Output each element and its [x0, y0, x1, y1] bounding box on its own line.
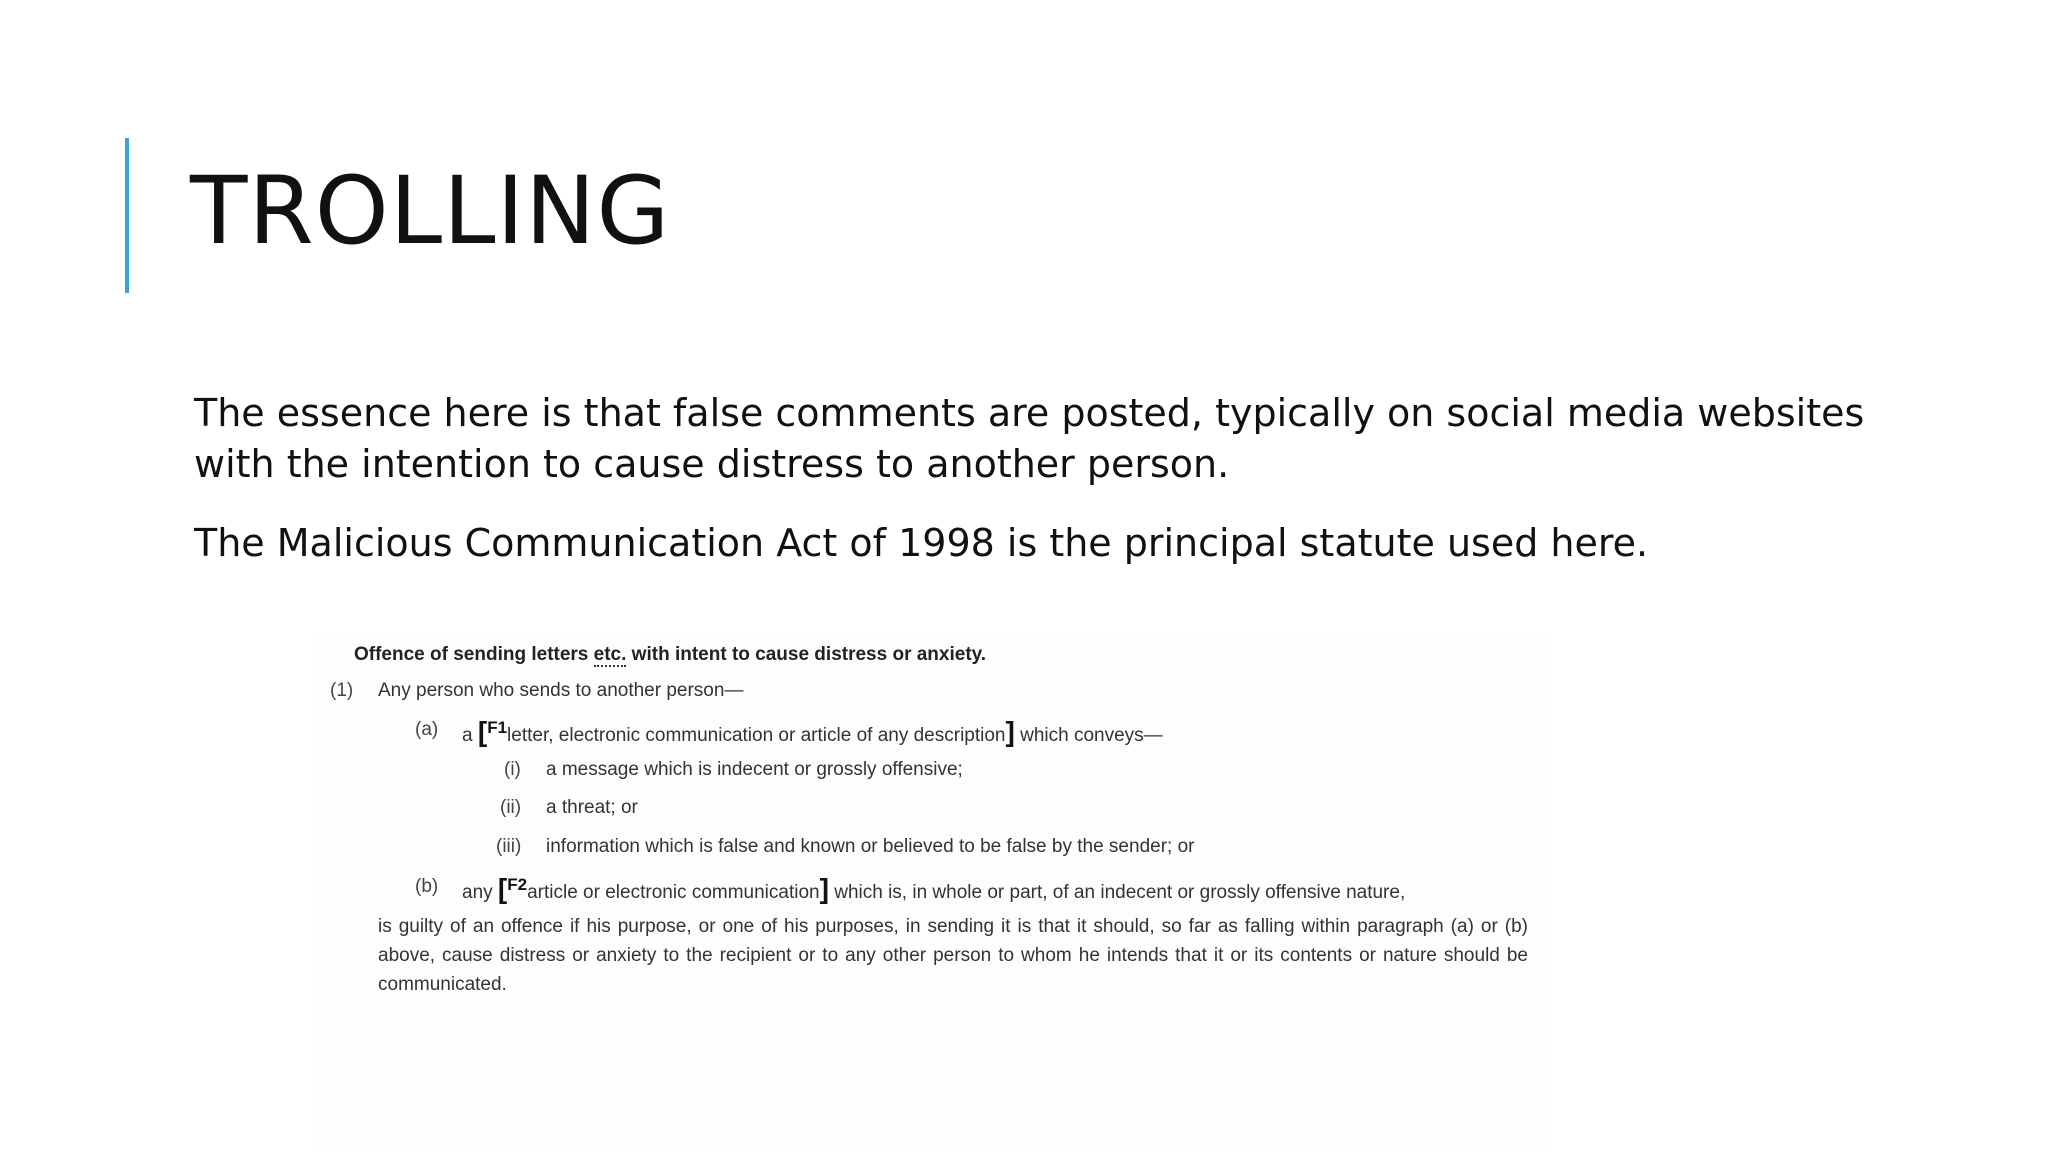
- paragraph-a-number: (a): [415, 719, 439, 740]
- paragraph-a-text: [462, 716, 1163, 748]
- title-accent-bar: [125, 138, 129, 293]
- statute-heading-abbr: etc.: [593, 644, 627, 665]
- amendment-bracket-close: ]: [819, 873, 829, 904]
- amendment-bracket-open: [: [497, 873, 508, 904]
- paragraph-a-post: which conveys—: [1020, 725, 1163, 746]
- statute-heading: [354, 643, 986, 667]
- slide-title: TROLLING: [190, 157, 671, 266]
- paragraph-b-pre: any: [462, 882, 493, 903]
- paragraph-a-amended-text: letter, electronic communication or article of any description: [507, 725, 1006, 746]
- subsection-1-number: (1): [330, 680, 354, 701]
- amendment-ref-f1: F1: [487, 718, 508, 737]
- body-paragraph-essence: The essence here is that false comments are posted, typically on social media websites with the intention to cause distress to another person.: [194, 391, 1865, 486]
- slide-body: [194, 388, 1874, 597]
- subparagraph-i-number: (i): [504, 759, 521, 780]
- paragraph-b-text: [462, 873, 1405, 905]
- subparagraph-iii-text: information which is false and known or believed to be false by the sender; or: [546, 836, 1195, 857]
- statute-heading-post: with intent to cause distress or anxiety.: [626, 644, 987, 665]
- subparagraph-ii-number: (ii): [500, 797, 522, 818]
- amendment-bracket-close: ]: [1005, 716, 1015, 747]
- paragraph-b-number: (b): [415, 876, 439, 897]
- statute-excerpt-image: [312, 632, 1552, 1152]
- subparagraph-ii-text: a threat; or: [546, 797, 638, 818]
- subparagraph-iii-number: (iii): [496, 836, 522, 857]
- subparagraph-i-text: a message which is indecent or grossly offensive;: [546, 759, 963, 780]
- amendment-ref-f2: F2: [507, 875, 528, 894]
- paragraph-b-amended-text: article or electronic communication: [527, 882, 820, 903]
- subsection-1-text: Any person who sends to another person—: [378, 680, 744, 701]
- amendment-bracket-open: [: [477, 716, 488, 747]
- closing-provision-text: is guilty of an offence if his purpose, or one of his purposes, in sending it is that it should, so far as falling within paragraph (a) or (b) above, cause distress or anxiety to the recipient or to any other person to whom he intends that it or its contents or nature should be communicated.: [378, 916, 1528, 995]
- paragraph-b-post: which is, in whole or part, of an indecent or grossly offensive nature,: [834, 882, 1406, 903]
- statute-heading-pre: Offence of sending letters: [354, 644, 594, 665]
- body-paragraph-statute: The Malicious Communication Act of 1998 is the principal statute used here.: [194, 521, 1649, 565]
- paragraph-a-pre: a: [462, 725, 473, 746]
